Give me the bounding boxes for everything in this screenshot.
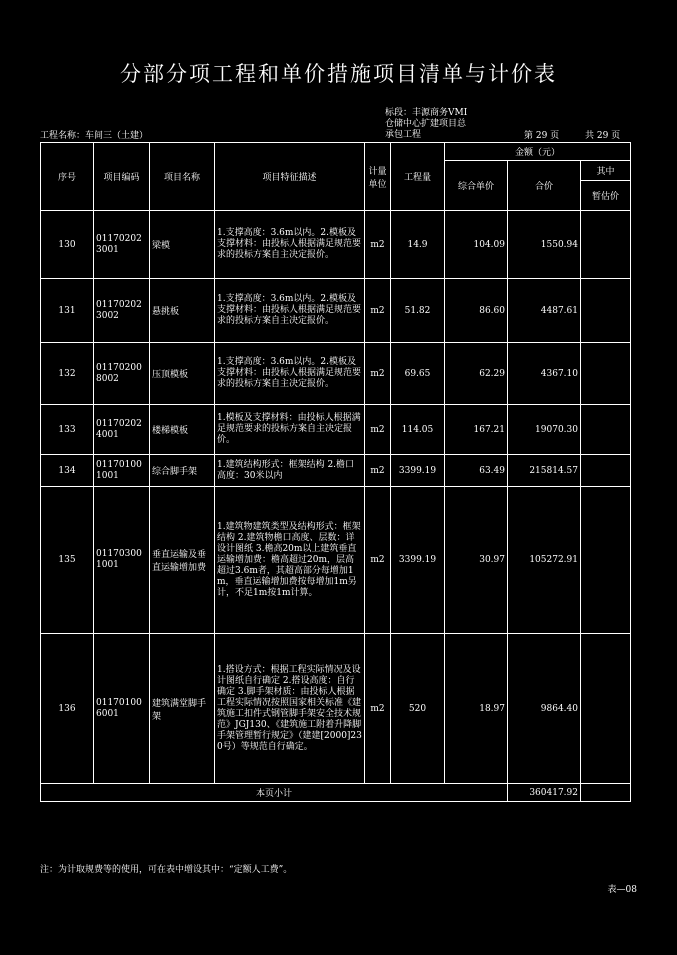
cell-code: 011703001001 [94,487,150,634]
page-total: 共 29 页 [585,131,621,141]
pricing-table [40,142,631,802]
cell-unit-price: 86.60 [445,279,508,343]
cell-features: 1.支撑高度：3.6m以内。2.模板及支撑材料：由投标人根据满足规范要求的投标方案自主决定报价。 [215,279,365,343]
section-line-1: 标段：丰源商务VMI [385,108,468,118]
cell-features: 1.支撑高度：3.6m以内。2.模板及支撑材料：由投标人根据满足规范要求的投标方案自主决定报价。 [215,343,365,405]
cell-code: 011702023001 [94,211,150,279]
cell-features: 1.模板及支撑材料：由投标人根据满足规范要求的投标方案自主决定报价。 [215,405,365,455]
cell-provisional [581,279,631,343]
cell-code: 011702024001 [94,405,150,455]
cell-name: 垂直运输及垂直运输增加费 [150,487,215,634]
cell-seq: 132 [41,343,94,405]
cell-unit-price: 30.97 [445,487,508,634]
cell-unit: m2 [365,279,391,343]
header-of-which: 其中 [581,161,631,181]
header-amount: 金额（元） [445,143,631,161]
cell-name: 梁模 [150,211,215,279]
cell-provisional [581,211,631,279]
cell-unit: m2 [365,405,391,455]
cell-quantity: 3399.19 [391,455,445,487]
cell-quantity: 520 [391,634,445,784]
table-row [41,211,631,279]
section-line-3: 承包工程 [385,130,422,140]
project-name: 工程名称：车间三（土建） [40,131,149,141]
subtotal-row [41,784,631,802]
cell-total: 9864.40 [508,634,581,784]
cell-seq: 130 [41,211,94,279]
cell-seq: 131 [41,279,94,343]
cell-name: 悬挑板 [150,279,215,343]
cell-unit: m2 [365,343,391,405]
cell-name: 压顶模板 [150,343,215,405]
cell-provisional [581,343,631,405]
header-unit-price: 综合单价 [445,161,508,211]
table-row [41,455,631,487]
header-quantity: 工程量 [391,143,445,211]
cell-unit: m2 [365,211,391,279]
header-features: 项目特征描述 [215,143,365,211]
cell-code: 011702008002 [94,343,150,405]
cell-features: 1.搭设方式：根据工程实际情况及设计图纸自行确定 2.搭设高度：自行确定 3.脚手架材质：由投标人根据工程实际情况按照国家相关标准《建筑施工扣件式钢管脚手架安全技术规范》JGJ130、《建筑施工附着升降脚手架管理暂行规定》（建建[2000]230号）等规范自行确定。 [215,634,365,784]
page-title: 分部分项工程和单价措施项目清单与计价表 [120,62,557,86]
subtotal-total: 360417.92 [508,784,581,802]
header-code: 项目编码 [94,143,150,211]
section-line-2: 仓储中心扩建项目总 [385,119,467,129]
cell-seq: 134 [41,455,94,487]
cell-unit: m2 [365,487,391,634]
header-seq: 序号 [41,143,94,211]
form-code: 表—08 [607,885,637,895]
table-row [41,343,631,405]
cell-code: 011702023002 [94,279,150,343]
subtotal-provisional [581,784,631,802]
cell-unit-price: 104.09 [445,211,508,279]
cell-quantity: 14.9 [391,211,445,279]
cell-unit: m2 [365,634,391,784]
cell-features: 1.建筑结构形式：框架结构 2.檐口高度：30米以内 [215,455,365,487]
subtotal-label: 本页小计 [41,784,508,802]
cell-code: 011701001001 [94,455,150,487]
meta-row [40,128,630,142]
header-unit: 计量单位 [365,143,391,211]
cell-total: 4487.61 [508,279,581,343]
cell-quantity: 69.65 [391,343,445,405]
cell-provisional [581,487,631,634]
cell-quantity: 51.82 [391,279,445,343]
cell-features: 1.建筑物建筑类型及结构形式：框架结构 2.建筑物檐口高度、层数：详设计图纸 3.檐高20m以上建筑垂直运输增加费：檐高超过20m，层高超过3.6m者，其超高部分每增加1m，垂直运输增加费按每增加1m另计，不足1m按1m计算。 [215,487,365,634]
cell-total: 19070.30 [508,405,581,455]
table-row [41,634,631,784]
header-provisional: 暂估价 [581,181,631,211]
cell-provisional [581,455,631,487]
cell-unit-price: 63.49 [445,455,508,487]
page-current: 第 29 页 [524,131,560,141]
cell-code: 011701006001 [94,634,150,784]
cell-name: 楼梯模板 [150,405,215,455]
cell-seq: 136 [41,634,94,784]
cell-total: 105272.91 [508,487,581,634]
cell-provisional [581,634,631,784]
header-name: 项目名称 [150,143,215,211]
cell-features: 1.支撑高度：3.6m以内。2.模板及支撑材料：由投标人根据满足规范要求的投标方案自主决定报价。 [215,211,365,279]
cell-total: 215814.57 [508,455,581,487]
cell-unit-price: 62.29 [445,343,508,405]
footnote: 注：为计取规费等的使用，可在表中增设其中：“定额人工费”。 [40,865,293,875]
cell-quantity: 114.05 [391,405,445,455]
cell-quantity: 3399.19 [391,487,445,634]
cell-name: 综合脚手架 [150,455,215,487]
cell-unit-price: 18.97 [445,634,508,784]
cell-total: 4367.10 [508,343,581,405]
cell-seq: 135 [41,487,94,634]
cell-seq: 133 [41,405,94,455]
cell-unit: m2 [365,455,391,487]
cell-name: 建筑满堂脚手架 [150,634,215,784]
cell-provisional [581,405,631,455]
table-row [41,487,631,634]
table-row [41,405,631,455]
cell-total: 1550.94 [508,211,581,279]
table-row [41,279,631,343]
header-total: 合价 [508,161,581,211]
cell-unit-price: 167.21 [445,405,508,455]
